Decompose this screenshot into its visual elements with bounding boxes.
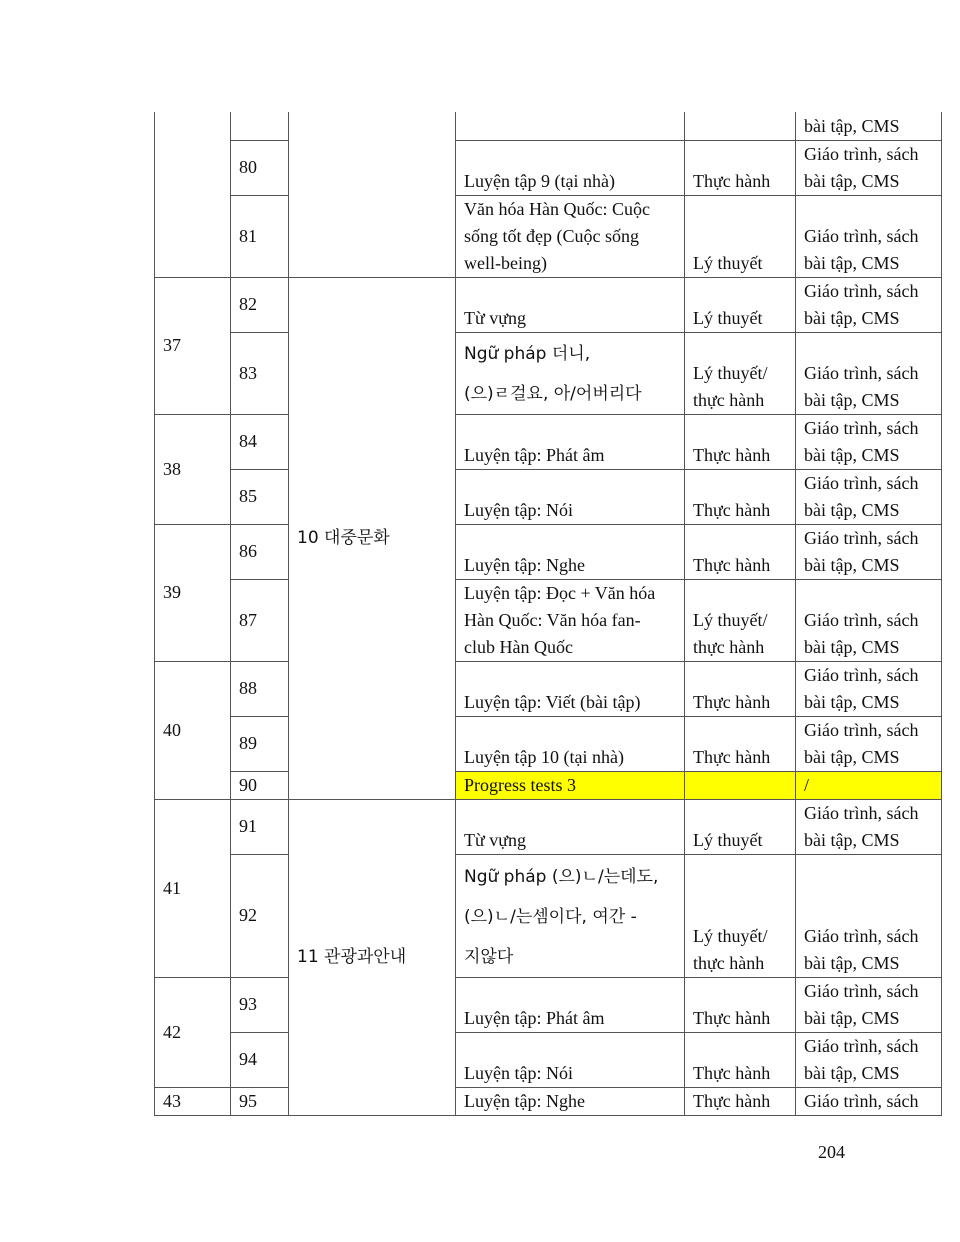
table-row: [155, 195, 942, 277]
material-line: Giáo trình, sách: [804, 527, 919, 548]
table-row: [155, 661, 942, 716]
table-row: [155, 112, 942, 140]
content-line: (으)ㄹ걸요, 아/어버리다: [464, 383, 642, 404]
material-line: bài tập, CMS: [804, 1062, 900, 1083]
type-cell: Thực hành: [685, 661, 796, 716]
material-cell: /: [796, 771, 942, 799]
lesson-number-cell: 88: [231, 661, 289, 716]
material-cell: [796, 469, 942, 524]
lesson-number-cell: 87: [231, 579, 289, 661]
type-cell: Thực hành: [685, 716, 796, 771]
table-row: [155, 414, 942, 469]
material-line: Giáo trình, sách: [804, 143, 919, 164]
material-cell: [796, 799, 942, 854]
content-cell: Luyện tập: Nói: [456, 469, 685, 524]
week-cell: 43: [155, 1087, 231, 1115]
table-row: [155, 524, 942, 579]
content-line: (으)ㄴ/는셈이다, 여간 -: [464, 906, 637, 927]
lesson-number-cell: 93: [231, 977, 289, 1032]
type-cell: Lý thuyết: [685, 799, 796, 854]
material-line: bài tập, CMS: [804, 170, 900, 191]
lesson-number-cell: 91: [231, 799, 289, 854]
lesson-number-cell: 80: [231, 140, 289, 195]
content-line: Hàn Quốc: Văn hóa fan-: [464, 609, 641, 630]
week-cell: [155, 112, 231, 277]
table-row: [155, 1087, 942, 1115]
lesson-number-cell: 83: [231, 332, 289, 414]
syllabus-table: [154, 112, 942, 1116]
type-cell: Thực hành: [685, 977, 796, 1032]
content-cell: Luyện tập: Nói: [456, 1032, 685, 1087]
content-cell: Luyện tập: Viết (bài tập): [456, 661, 685, 716]
content-line: sống tốt đẹp (Cuộc sống: [464, 225, 639, 246]
table-row: [155, 140, 942, 195]
content-cell: Luyện tập: Phát âm: [456, 977, 685, 1032]
lesson-number-cell: 85: [231, 469, 289, 524]
lesson-number-cell: 92: [231, 854, 289, 977]
content-cell: Luyện tập 9 (tại nhà): [456, 140, 685, 195]
table-row: [155, 277, 942, 332]
type-line: Lý thuyết/: [693, 362, 768, 383]
material-line: bài tập, CMS: [804, 636, 900, 657]
material-cell: [796, 977, 942, 1032]
type-cell: [685, 854, 796, 977]
lesson-number-cell: 90: [231, 771, 289, 799]
type-cell: Lý thuyết: [685, 195, 796, 277]
table-row: [155, 977, 942, 1032]
lesson-number-cell: [231, 112, 289, 140]
content-line: well-being): [464, 252, 547, 273]
material-cell: [796, 414, 942, 469]
content-line: 지않다: [464, 946, 514, 967]
type-cell: Thực hành: [685, 140, 796, 195]
material-line: Giáo trình, sách: [804, 980, 919, 1001]
material-line: bài tập, CMS: [804, 499, 900, 520]
type-cell: [685, 771, 796, 799]
content-cell: [456, 579, 685, 661]
type-cell: [685, 332, 796, 414]
material-cell: [796, 716, 942, 771]
type-cell: Thực hành: [685, 1087, 796, 1115]
table-row: [155, 332, 942, 414]
table-row: [155, 579, 942, 661]
material-line: Giáo trình, sách: [804, 362, 919, 383]
week-cell: 42: [155, 977, 231, 1087]
material-line: bài tập, CMS: [804, 389, 900, 410]
unit-cell: [289, 112, 456, 277]
material-line: bài tập, CMS: [804, 252, 900, 273]
material-cell: [796, 195, 942, 277]
content-cell: [456, 332, 685, 414]
material-cell: [796, 112, 942, 140]
table-row: [155, 799, 942, 854]
lesson-number-cell: 82: [231, 277, 289, 332]
content-line: club Hàn Quốc: [464, 636, 573, 657]
material-cell: [796, 524, 942, 579]
material-line: bài tập, CMS: [804, 746, 900, 767]
material-line: Giáo trình, sách: [804, 719, 919, 740]
type-cell: Lý thuyết: [685, 277, 796, 332]
table-row: [155, 716, 942, 771]
material-cell: Giáo trình, sách: [796, 1087, 942, 1115]
material-cell: [796, 661, 942, 716]
week-cell: 39: [155, 524, 231, 661]
content-line: Văn hóa Hàn Quốc: Cuộc: [464, 198, 650, 219]
unit-cell: 11 관광과안내: [289, 799, 456, 1115]
material-line: Giáo trình, sách: [804, 1035, 919, 1056]
content-line: Luyện tập: Đọc + Văn hóa: [464, 582, 656, 603]
material-line: Giáo trình, sách: [804, 925, 919, 946]
lesson-number-cell: 84: [231, 414, 289, 469]
type-line: Lý thuyết/: [693, 925, 768, 946]
content-cell: Luyện tập: Nghe: [456, 524, 685, 579]
week-cell: 40: [155, 661, 231, 799]
material-text: bài tập, CMS: [804, 115, 900, 136]
content-cell: Từ vựng: [456, 799, 685, 854]
table-row: [155, 854, 942, 977]
content-line: Ngữ pháp (으)ㄴ/는데도,: [464, 866, 659, 887]
material-line: bài tập, CMS: [804, 952, 900, 973]
table-row: [155, 771, 942, 799]
unit-cell: 10 대중문화: [289, 277, 456, 799]
week-cell: 38: [155, 414, 231, 524]
type-cell: Thực hành: [685, 1032, 796, 1087]
material-line: bài tập, CMS: [804, 444, 900, 465]
material-line: bài tập, CMS: [804, 829, 900, 850]
content-cell: Từ vựng: [456, 277, 685, 332]
material-cell: [796, 1032, 942, 1087]
table-row: [155, 469, 942, 524]
material-line: Giáo trình, sách: [804, 280, 919, 301]
week-cell: 41: [155, 799, 231, 977]
material-cell: [796, 140, 942, 195]
type-cell: [685, 112, 796, 140]
content-cell: Luyện tập 10 (tại nhà): [456, 716, 685, 771]
lesson-number-cell: 86: [231, 524, 289, 579]
material-line: bài tập, CMS: [804, 307, 900, 328]
material-line: bài tập, CMS: [804, 691, 900, 712]
week-cell: 37: [155, 277, 231, 414]
content-cell: [456, 854, 685, 977]
type-line: thực hành: [693, 389, 765, 410]
material-cell: [796, 854, 942, 977]
material-line: Giáo trình, sách: [804, 472, 919, 493]
lesson-number-cell: 94: [231, 1032, 289, 1087]
material-line: Giáo trình, sách: [804, 609, 919, 630]
type-line: Lý thuyết/: [693, 609, 768, 630]
content-cell: Luyện tập: Nghe: [456, 1087, 685, 1115]
page-number: 204: [818, 1142, 845, 1162]
type-line: thực hành: [693, 952, 765, 973]
type-cell: Thực hành: [685, 469, 796, 524]
progress-test-cell: Progress tests 3: [456, 771, 685, 799]
material-cell: [796, 332, 942, 414]
material-cell: [796, 579, 942, 661]
material-line: Giáo trình, sách: [804, 664, 919, 685]
lesson-number-cell: 89: [231, 716, 289, 771]
type-cell: Thực hành: [685, 414, 796, 469]
material-line: bài tập, CMS: [804, 1007, 900, 1028]
content-cell: Luyện tập: Phát âm: [456, 414, 685, 469]
material-cell: [796, 277, 942, 332]
type-line: thực hành: [693, 636, 765, 657]
content-cell: [456, 112, 685, 140]
material-line: Giáo trình, sách: [804, 417, 919, 438]
material-line: bài tập, CMS: [804, 554, 900, 575]
material-line: Giáo trình, sách: [804, 802, 919, 823]
type-cell: [685, 579, 796, 661]
table-row: [155, 1032, 942, 1087]
content-line: Ngữ pháp 더니,: [464, 343, 591, 364]
type-cell: Thực hành: [685, 524, 796, 579]
lesson-number-cell: 95: [231, 1087, 289, 1115]
content-cell: [456, 195, 685, 277]
material-line: Giáo trình, sách: [804, 225, 919, 246]
lesson-number-cell: 81: [231, 195, 289, 277]
